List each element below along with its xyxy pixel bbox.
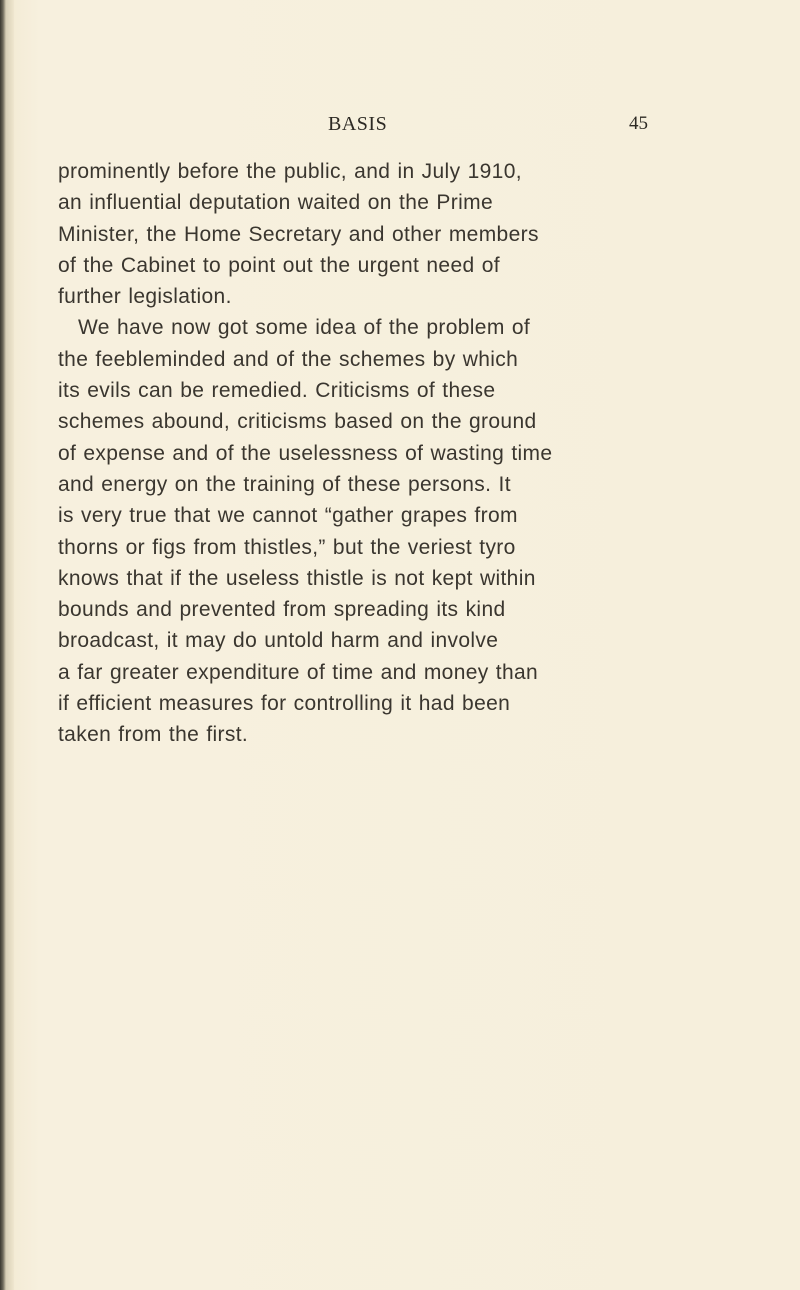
text-line: of expense and of the uselessness of wasting time	[58, 441, 553, 465]
text-line: Minister, the Home Secretary and other members	[58, 222, 539, 246]
text-line: prominently before the public, and in July 1910,	[58, 160, 522, 183]
text-line: further legislation.	[58, 285, 232, 309]
page-binding-edge	[0, 0, 14, 1290]
text-line: schemes abound, criticisms based on the ground	[58, 410, 537, 434]
paragraph-start-line: We have now got some idea of the problem of	[78, 316, 531, 340]
text-line: thorns or figs from thistles,” but the veriest tyro	[58, 535, 516, 559]
text-line: if efficient measures for controlling it had been	[58, 692, 511, 716]
text-line: broadcast, it may do untold harm and involve	[58, 629, 499, 653]
text-line: the feebleminded and of the schemes by which	[58, 347, 519, 371]
body-text	[58, 156, 658, 751]
text-line: a far greater expenditure of time and money than	[58, 660, 539, 684]
text-line: of the Cabinet to point out the urgent need of	[58, 253, 500, 277]
text-line: its evils can be remedied. Criticisms of these	[58, 379, 496, 403]
running-head-title: BASIS	[328, 113, 388, 135]
text-line: bounds and prevented from spreading its kind	[58, 598, 506, 622]
running-head	[58, 113, 648, 137]
text-line: knows that if the useless thistle is not kept within	[58, 566, 536, 590]
text-line: is very true that we cannot “gather grapes from	[58, 504, 518, 528]
text-line: taken from the first.	[58, 723, 249, 747]
text-line: and energy on the training of these persons. It	[58, 472, 511, 496]
text-line: an influential deputation waited on the Prime	[58, 191, 494, 215]
page-number: 45	[629, 113, 648, 134]
